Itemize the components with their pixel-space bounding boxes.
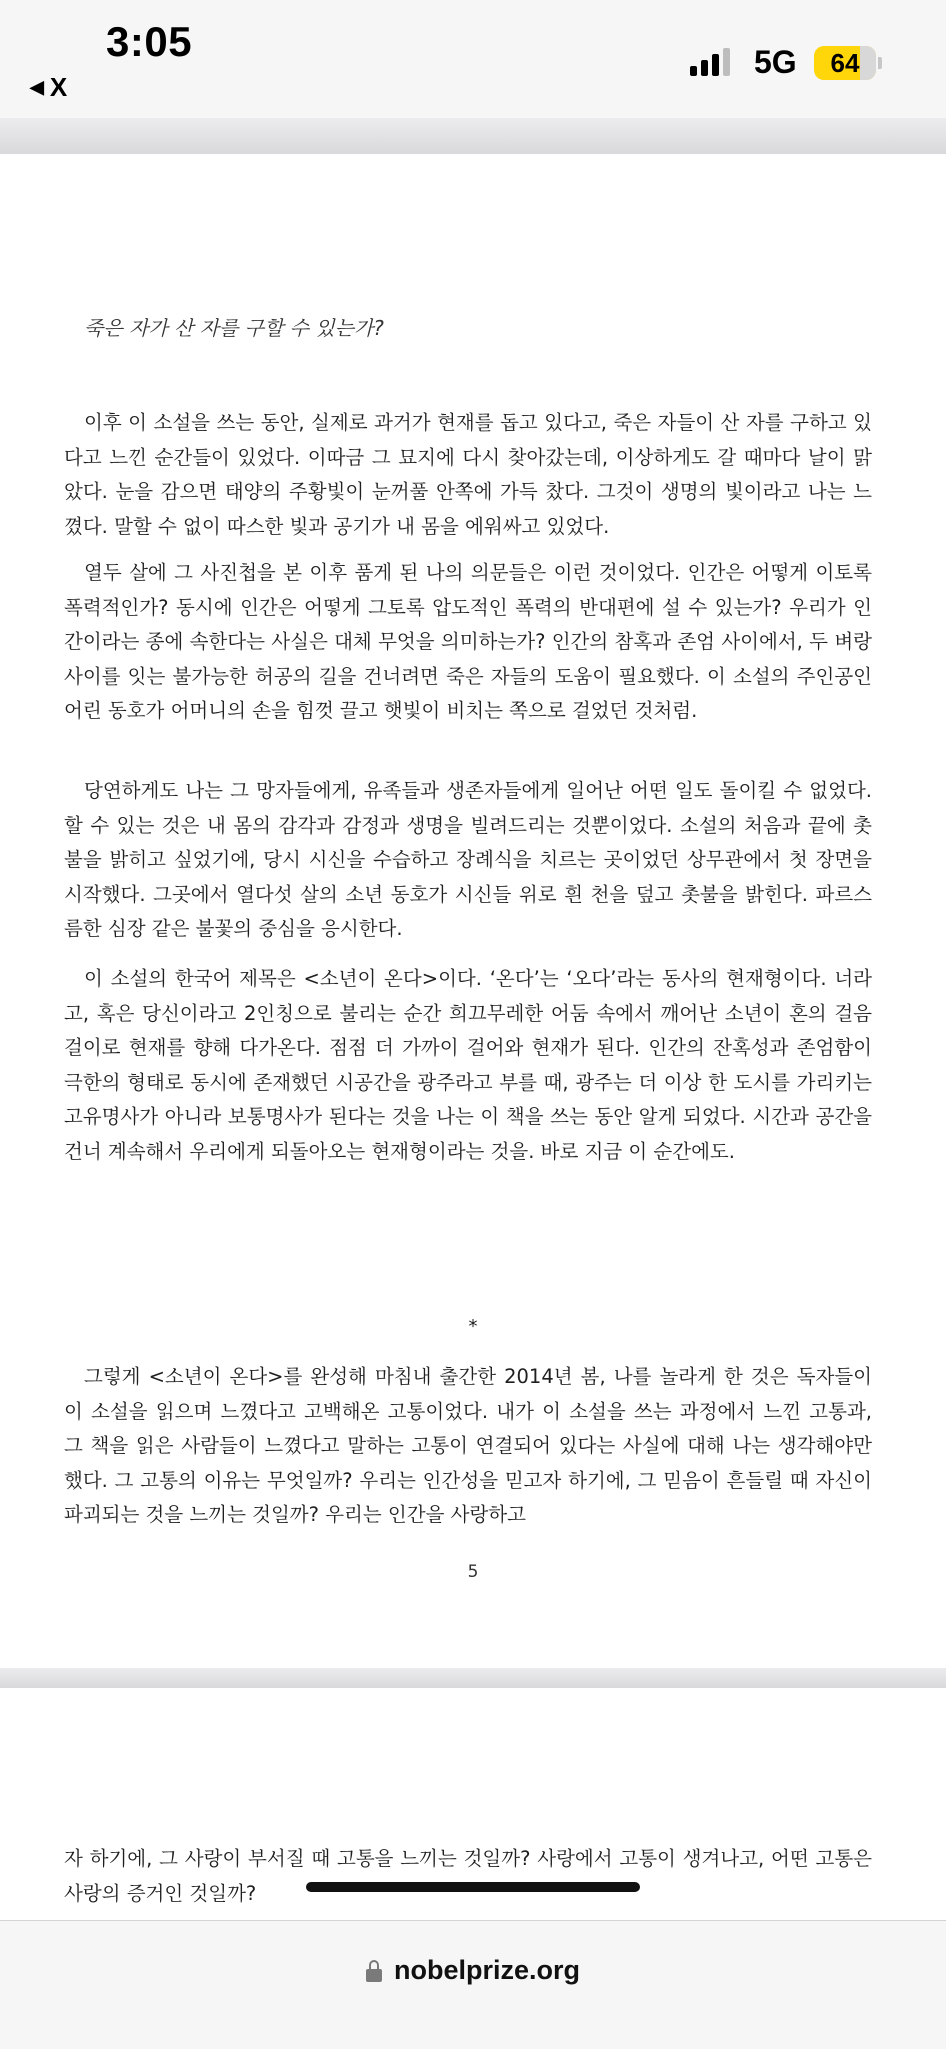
pdf-page-5[interactable] [0,154,946,1668]
url-text[interactable]: nobelprize.org [393,1955,580,1985]
back-arrow-icon: ◀ [30,77,44,97]
page-divider-top [0,118,946,154]
section-separator: * [468,1316,478,1337]
page-divider [0,1668,946,1688]
battery-tip [878,57,882,69]
cellular-signal-icon [690,48,730,76]
paragraph-5: 그렇게 <소년이 온다>를 완성해 마침내 출간한 2014년 봄, 나를 놀라게 한 것은 독자들이 이 소설을 읽으며 느꼈다고 고백해온 고통이었다. 내가 이 소설을 쓰는 과정에서 느낀 고통과, 그 책을 읽은 사람들이 느꼈다고 말하는 고통이 연결되어 있다는 사실에 대해 나는 생각해야만 했다. 그 고통의 이유는 무엇일까? 우리는 인간성을 믿고자 하기에, 그 믿음이 흔들릴 때 자신이 파괴되는 것을 느끼는 것일까? 우리는 인간을 사랑하고 [64,1365,872,1526]
paragraph-3: 당연하게도 나는 그 망자들에게, 유족들과 생존자들에게 일어난 어떤 일도 돌이킬 수 없었다. 할 수 있는 것은 내 몸의 감각과 감정과 생명을 빌려드리는 것뿐이었다. 소설의 처음과 끝에 촛불을 밝히고 싶었기에, 당시 시신을 수습하고 장례식을 치르는 곳이었던 상무관에서 첫 장면을 시작했다. 그곳에서 열다섯 살의 소년 동호가 시신들 위로 흰 천을 덮고 촛불을 밝힌다. 파르스름한 심장 같은 불꽃의 중심을 응시한다. [64,779,872,940]
back-app-label: X [49,72,68,102]
browser-url-bar[interactable] [0,1920,946,2049]
paragraph-1: 이후 이 소설을 쓰는 동안, 실제로 과거가 현재를 돕고 있다고, 죽은 자들이 산 자를 구하고 있다고 느낀 순간들이 있었다. 이따금 그 묘지에 다시 찾아갔는데, 이상하게도 갈 때마다 날이 맑았다. 눈을 감으면 태양의 주황빛이 눈꺼풀 안쪽에 가득 찼다. 그것이 생명의 빛이라고 나는 느꼈다. 말할 수 없이 따스한 빛과 공기가 내 몸을 에워싸고 있었다. [64,411,872,538]
battery-level: 64 [830,47,860,78]
status-bar [0,0,946,118]
paragraph-2: 열두 살에 그 사진첩을 본 이후 품게 된 나의 의문들은 이런 것이었다. 인간은 어떻게 이토록 폭력적인가? 동시에 인간은 어떻게 그토록 압도적인 폭력의 반대편에 설 수 있는가? 우리가 인간이라는 종에 속한다는 사실은 대체 무엇을 의미하는가? 인간의 참혹과 존엄 사이에서, 두 벼랑 사이를 잇는 불가능한 허공의 길을 건너려면 죽은 자들의 도움이 필요했다. 이 소설의 주인공인 어린 동호가 어머니의 손을 힘껏 끌고 햇빛이 비치는 쪽으로 걸었던 것처럼. [64,561,872,722]
network-type: 5G [754,44,797,80]
paragraph-4: 이 소설의 한국어 제목은 <소년이 온다>이다. ‘온다’는 ‘오다’라는 동사의 현재형이다. 너라고, 혹은 당신이라고 2인칭으로 불리는 순간 희끄무레한 어둠 속에서 깨어난 소년이 혼의 걸음걸이로 현재를 향해 다가온다. 점점 더 가까이 걸어와 현재가 된다. 인간의 잔혹성과 존엄함이 극한의 형태로 동시에 존재했던 시공간을 광주라고 부를 때, 광주는 더 이상 한 도시를 가리키는 고유명사가 아니라 보통명사가 된다는 것을 나는 이 책을 쓰는 동안 알게 되었다. 시간과 공간을 건너 계속해서 우리에게 되돌아오는 현재형이라는 것을. 바로 지금 이 순간에도. [64,967,872,1163]
page-number: 5 [467,1562,479,1582]
epigraph: 죽은 자가 산 자를 구할 수 있는가? [84,316,384,340]
lock-icon [366,1960,382,1982]
paragraph-continued: 자 하기에, 그 사랑이 부서질 때 고통을 느끼는 것일까? 사랑에서 고통이 생겨나고, 어떤 고통은 사랑의 증거인 것일까? [64,1847,872,1905]
home-indicator[interactable] [306,1882,640,1892]
back-to-app-button[interactable] [30,72,67,103]
battery-icon [814,46,876,80]
clock-time: 3:05 [106,18,193,65]
